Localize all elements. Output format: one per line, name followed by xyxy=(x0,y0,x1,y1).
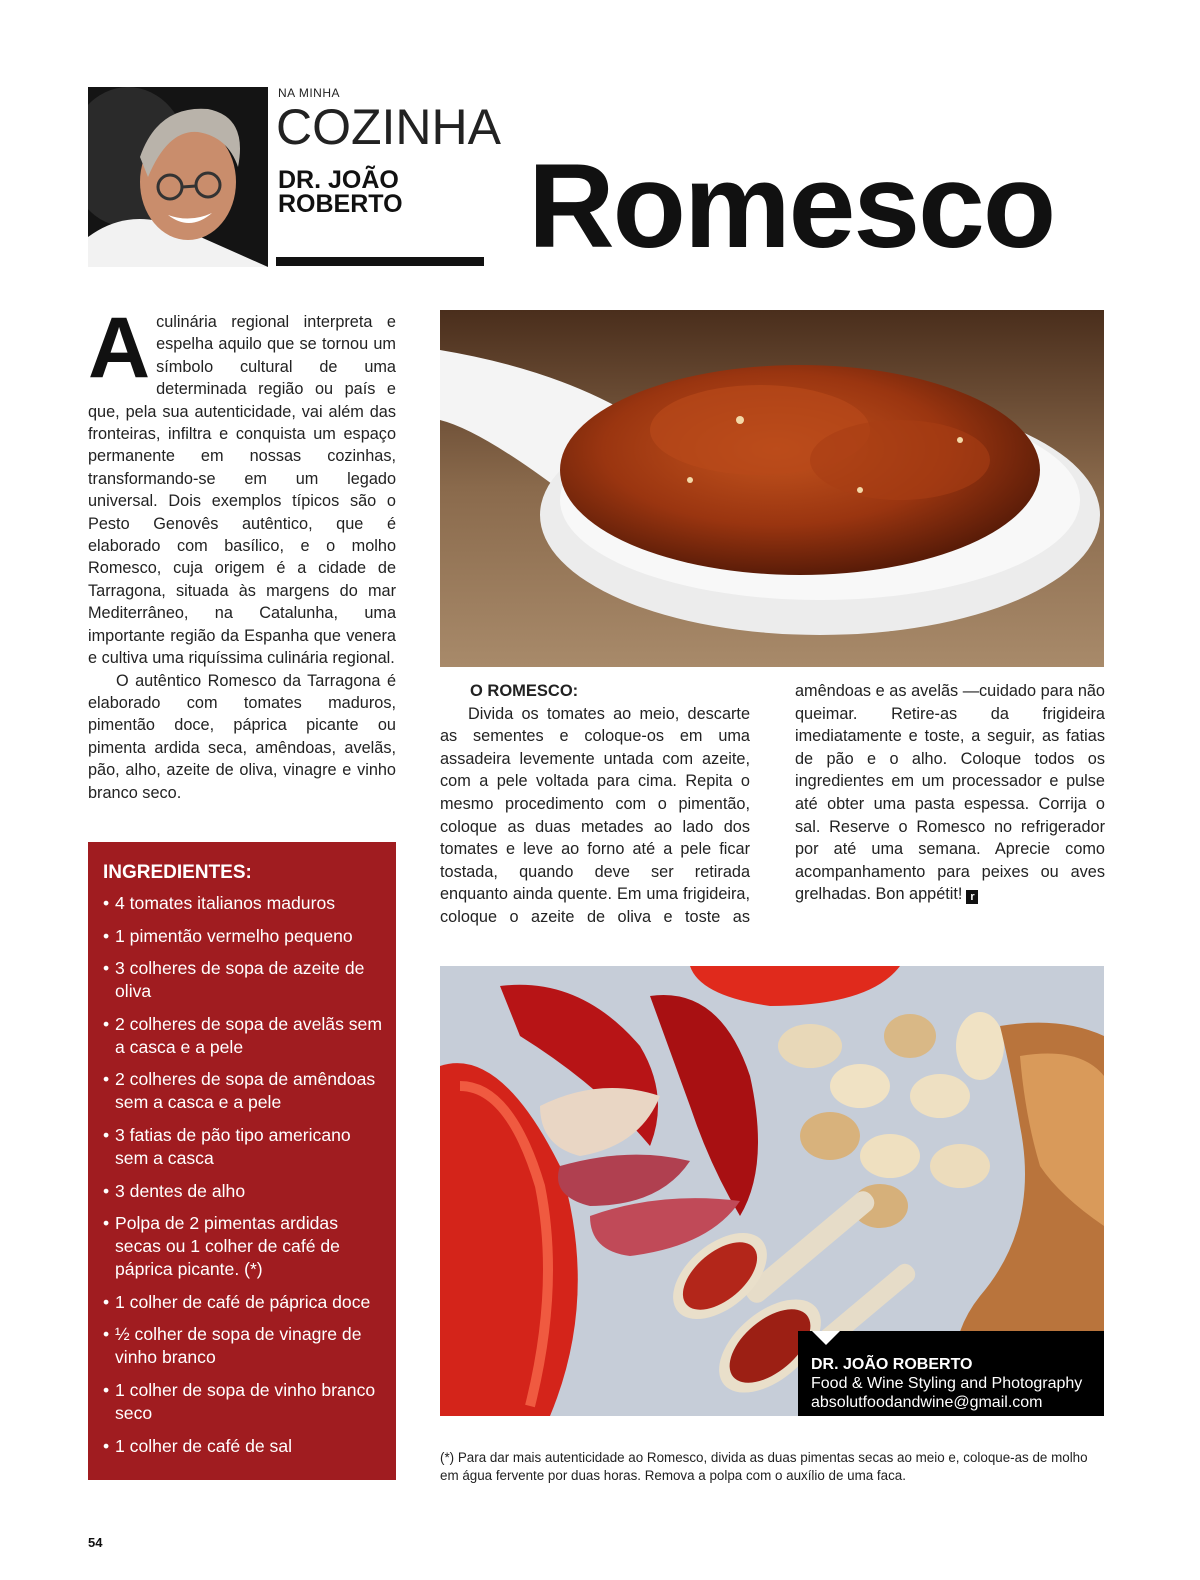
footnote: (*) Para dar mais autenticidade ao Romesco, divida as duas pimentas secas ao meio e, coloque-as de molho em água fervente por duas horas. Remova a polpa com o auxílio de uma faca. xyxy=(440,1450,1088,1483)
intro-paragraph-1-text: culinária regional interpreta e espelha aquilo que se tornou um símbolo cultural de uma determinada região ou país e que, pela sua autenticidade, vai além das fronteiras, infiltra e conquista um espaço permanente em nossas cozinhas, transformando-se em um legado universal. Dois exemplos típicos são o Pesto Genovês autêntico, que é elaborado com basílico, e o molho Romesco, cuja origem é a cidade de Tarragona, situada às margens do mar Mediterrâneo, na Catalunha, uma importante região da Espanha que venera e cultiva uma riquíssima culinária regional. xyxy=(88,313,396,668)
ingredient-item: • 4 tomates italianos maduros xyxy=(103,892,382,915)
intro-paragraph-1 xyxy=(88,300,396,670)
ingredient-item: • ½ colher de sopa de vinagre de vinho branco xyxy=(103,1323,382,1369)
ingredients-box xyxy=(88,842,396,1480)
section-kicker: NA MINHA xyxy=(278,86,341,100)
photo-credit xyxy=(798,1331,1104,1416)
credit-role: Food & Wine Styling and Photography xyxy=(811,1375,1083,1392)
method-heading: O ROMESCO: xyxy=(470,682,579,700)
ingredient-item: • 1 pimentão vermelho pequeno xyxy=(103,925,382,948)
ingredient-item: • 2 colheres de sopa de avelãs sem a casca e a pele xyxy=(103,1013,382,1059)
method-body xyxy=(440,680,1105,929)
drop-cap: A xyxy=(88,300,151,396)
ingredients-heading: INGREDIENTES: xyxy=(103,862,252,883)
ingredient-item: • 3 colheres de sopa de azeite de oliva xyxy=(103,957,382,1003)
author-name: DR. JOÃO ROBERTO xyxy=(278,166,403,218)
ingredient-item: • Polpa de 2 pimentas ardidas secas ou 1 colher de café de páprica picante. (*) xyxy=(103,1212,382,1281)
romesco-spoon-photo xyxy=(440,310,1104,667)
credit-notch xyxy=(812,1331,840,1345)
ingredient-item: • 1 colher de sopa de vinho branco seco xyxy=(103,1379,382,1425)
recipe-title: Romesco xyxy=(528,139,1055,273)
page-number: 54 xyxy=(88,1535,103,1550)
credit-name: DR. JOÃO ROBERTO xyxy=(811,1356,973,1373)
author-photo xyxy=(88,87,268,267)
ingredient-item: • 1 colher de café de páprica doce xyxy=(103,1291,382,1314)
ingredient-item: • 3 fatias de pão tipo americano sem a casca xyxy=(103,1124,382,1170)
ingredients-list xyxy=(103,892,382,1458)
ingredient-item: • 2 colheres de sopa de amêndoas sem a casca e a pele xyxy=(103,1068,382,1114)
end-mark-icon: r xyxy=(966,890,978,904)
ingredient-item: • 3 dentes de alho xyxy=(103,1180,382,1203)
header-rule xyxy=(276,257,484,266)
intro-text xyxy=(88,300,396,804)
intro-paragraph-2: O autêntico Romesco da Tarragona é elaborado com tomates maduros, pimentão doce, páprica picante ou pimenta ardida seca, amêndoas, avelãs, pão, alho, azeite de oliva, vinagre e vinho branco seco. xyxy=(88,671,396,802)
method-body-text: Divida os tomates ao meio, descarte as sementes e coloque-os em uma assadeira levemente untada com azeite, com a pele voltada para cima. Repita o mesmo procedimento com o pimentão, coloque as duas metades ao lado dos tomates e leve ao forno até a pele ficar tostada, quando deve ser retirada enquanto ainda quente. Em uma frigideira, coloque o azeite de oliva e toste as amêndoas e as avelãs —cuidado para não queimar. Retire-as da frigideira imediatamente e toste, a seguir, as fatias de pão e o alho. Coloque todos os ingredientes em um processador e pulse até obter uma pasta espessa. Corrija o sal. Reserve o Romesco no refrigerador por até uma semana. Aprecie como acompanhamento para peixes ou aves grelhadas. Bon appétit! xyxy=(440,682,1105,926)
section-title: COZINHA xyxy=(276,99,501,155)
method-text xyxy=(440,680,1105,929)
credit-email[interactable]: absolutfoodandwine@gmail.com xyxy=(811,1394,1043,1411)
ingredient-item: • 1 colher de café de sal xyxy=(103,1435,382,1458)
